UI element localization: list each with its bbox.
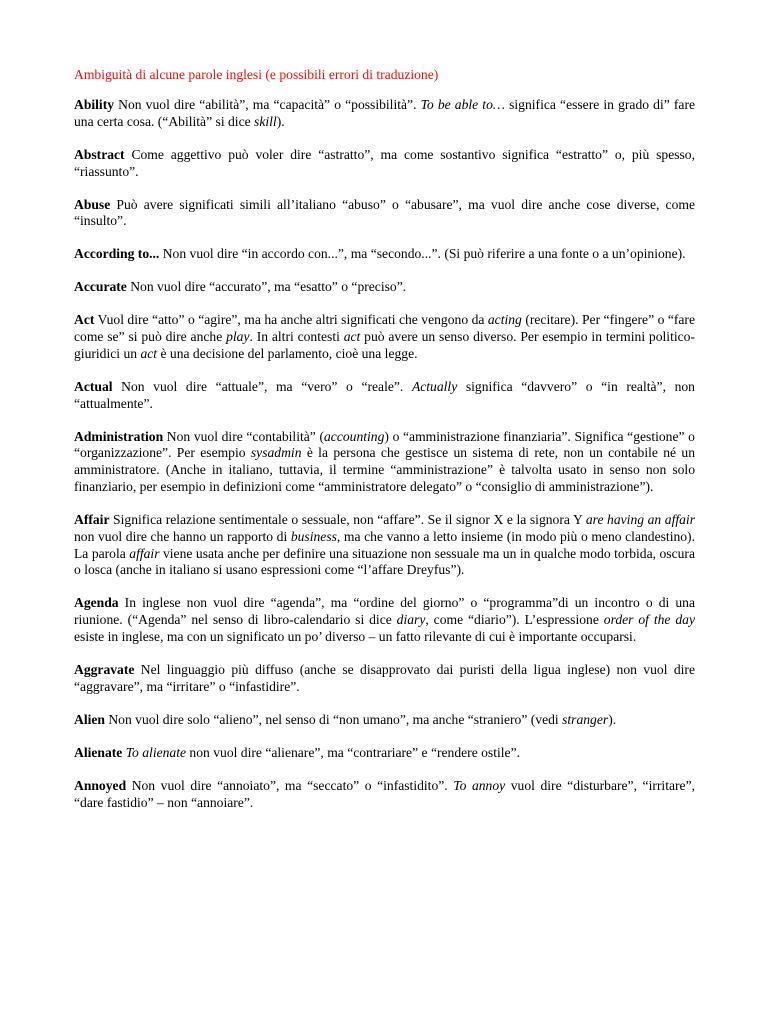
entry-text: Non vuol dire “attuale”, ma “vero” o “reale”. (112, 378, 412, 394)
entry-italic-text: Actually (411, 378, 458, 394)
entry-italic-text: To be able to… (420, 97, 505, 112)
glossary-entry (74, 379, 695, 413)
entry-term: Abuse (74, 196, 111, 212)
entry-text: Non vuol dire solo “alieno”, nel senso di “non umano”, ma anche “straniero” (vedi (104, 711, 563, 727)
entry-text: ) o “amministrazione finanziaria”. Significa “gestione” o “organizzazione”. Per esempio (74, 428, 695, 461)
entry-italic-text: acting (487, 312, 522, 328)
glossary-entry (74, 778, 695, 812)
entry-text: , ma che vanno a letto insieme (in modo più o meno clandestino). La parola (74, 528, 695, 561)
glossary-entry (74, 429, 695, 496)
entry-text: Non vuol dire “in accordo con...”, ma “secondo...”. (Si può riferire a una fonte o a un’opinione). (159, 246, 686, 262)
entry-text: . In altri contesti (249, 329, 344, 345)
document-title: Ambiguità di alcune parole inglesi (e possibili errori di traduzione) (74, 67, 439, 82)
entry-term: Aggravate (74, 662, 135, 677)
entry-term: Ability (74, 97, 115, 112)
entry-italic-text: are having an affair (585, 512, 695, 528)
entry-text: significa “essere in grado di” fare una certa cosa. (“Abilità” si dice (74, 97, 696, 129)
entry-term: Agenda (74, 595, 119, 611)
entry-term: Alien (74, 711, 105, 727)
entry-text: Può avere significati simili all’italiano “abuso” o “abusare”, ma vuol dire anche cose diverse, come “insulto”. (74, 196, 695, 229)
entry-text: , come “diario”). L’espressione (425, 612, 604, 628)
glossary-entry (74, 97, 695, 131)
entry-italic-text: order of the day (603, 612, 695, 628)
glossary-entry (74, 279, 695, 296)
glossary-entry (74, 312, 695, 362)
entry-text: vuol dire “disturbare”, “irritare”, “dare fastidio” – non “annoiare”. (74, 777, 695, 810)
entry-text: Significa relazione sentimentale o sessuale, non “affare”. Se il signor X e la signora Y (109, 512, 586, 528)
entry-italic-text: stranger (562, 711, 609, 727)
entry-italic-text: To alienate (125, 744, 187, 760)
entry-italic-text: sysadmin (250, 445, 302, 461)
entry-term: According to... (74, 246, 160, 262)
glossary-entry (74, 246, 695, 263)
entry-text: ). (608, 711, 617, 727)
entry-term: Annoyed (74, 777, 127, 793)
entry-italic-text: play (226, 329, 250, 345)
entry-text: In inglese non vuol dire “agenda”, ma “ordine del giorno” o “programma”di un incontro o di una riunione. (“Agenda” nel senso di libro-calendario si dice (74, 595, 695, 628)
entry-text: esiste in inglese, ma con un significato un po’ diverso – un fatto rilevante di cui è importante occuparsi. (74, 629, 637, 645)
entry-text: Come aggettivo può voler dire “astratto”, ma come sostantivo significa “estratto” o, più spesso, “riassunto”. (74, 146, 695, 179)
entry-text: Non vuol dire “abilità”, ma “capacità” o “possibilità”. (114, 97, 421, 112)
entry-text: viene usata anche per definire una situazione non sessuale ma un in qualche modo torbida, oscura o losca (anche in italiano si usano espressioni come “l’affare Dreyfus”). (74, 545, 695, 578)
entry-text: può avere un senso diverso. Per esempio in termini politico-giuridici un (74, 329, 695, 361)
entry-italic-text: affair (129, 545, 160, 561)
entry-term: Accurate (74, 279, 127, 295)
entry-text: non vuol dire “alienare”, ma “contrariare” e “rendere ostile”. (186, 744, 521, 760)
glossary-entry (74, 147, 695, 181)
glossary-entry (74, 662, 695, 696)
entry-text: Vuol dire “atto” o “agire”, ma ha anche altri significati che vengono da (94, 312, 488, 328)
entry-text: non vuol dire che hanno un rapporto di (74, 528, 291, 544)
entry-text: Non vuol dire “accurato”, ma “esatto” o “preciso”. (126, 279, 407, 295)
glossary-entry (74, 512, 695, 579)
entry-italic-text: To annoy (453, 777, 506, 793)
entry-text: ). (276, 113, 285, 129)
entry-term: Administration (74, 428, 164, 444)
entry-italic-text: accounting (324, 428, 385, 444)
entry-italic-text: diary (396, 612, 426, 628)
glossary-entry (74, 595, 695, 645)
entry-italic-text: skill (254, 113, 277, 129)
entry-italic-text: act (140, 345, 158, 361)
entry-term: Abstract (74, 146, 125, 162)
entry-text: (recitare). Per “fingere” o “fare come se” si può dire anche (74, 312, 695, 345)
entry-text: Non vuol dire “annoiato”, ma “seccato” o “infastidito”. (126, 777, 454, 793)
entry-italic-text: business (290, 528, 337, 544)
entry-term: Actual (74, 378, 113, 394)
entry-term: Alienate (74, 744, 123, 760)
glossary-entry (74, 745, 695, 762)
entry-italic-text: act (343, 329, 361, 345)
entry-text: Non vuol dire “contabilità” ( (163, 428, 324, 444)
entry-text: è la persona che gestisce un sistema di rete, non un contabile né un amministratore. (Anche in italiano, tuttavia, il termine “amministrazione” è talvolta usato in senso non solo finanziario, per esempio in definizioni come “amministratore delegato” o “consiglio di amministrazione”). (74, 445, 695, 495)
entry-term: Act (74, 312, 95, 328)
entry-text: è una decisione del parlamento, cioè una legge. (157, 345, 418, 361)
entry-text: significa “davvero” o “in realtà”, non “attualmente”. (74, 378, 695, 411)
glossary-entry (74, 197, 695, 231)
entry-term: Affair (74, 512, 110, 528)
entry-text: Nel linguaggio più diffuso (anche se disapprovato dai puristi della ligua inglese) non vuol dire “aggravare”, ma “irritare” o “infastidire”. (74, 662, 695, 694)
glossary-entries (74, 97, 695, 811)
glossary-entry (74, 712, 695, 729)
